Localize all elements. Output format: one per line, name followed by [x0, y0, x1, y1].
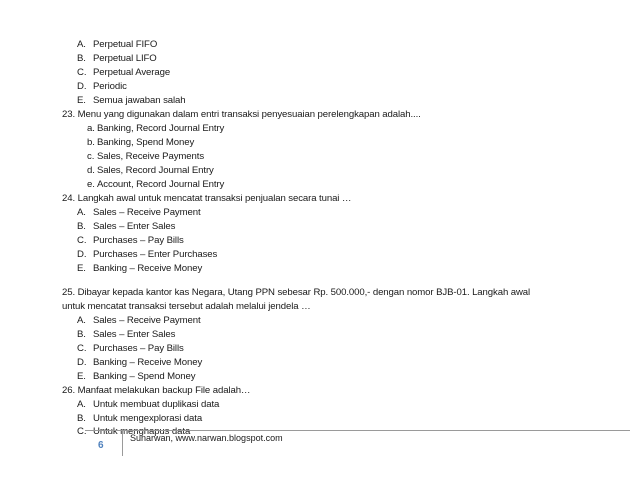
list-item [77, 249, 217, 261]
list-item [77, 315, 201, 327]
option-marker: e. [87, 179, 95, 190]
list-item [77, 53, 157, 65]
option-marker: a. [87, 123, 95, 134]
option-text: Sales – Enter Sales [93, 329, 176, 340]
option-marker: C. [77, 67, 87, 78]
option-text: Untuk mengexplorasi data [93, 413, 203, 424]
option-marker: C. [77, 235, 87, 246]
question-25-line-2: untuk mencatat transaksi tersebut adalah melalui jendela … [62, 301, 311, 312]
option-marker: B. [77, 329, 86, 340]
option-text: Sales – Receive Payment [93, 207, 201, 218]
option-text: Purchases – Pay Bills [93, 235, 184, 246]
option-text: Banking – Receive Money [93, 357, 203, 368]
option-text: Banking – Receive Money [93, 263, 203, 274]
list-item [87, 151, 204, 163]
option-text: Banking – Spend Money [93, 371, 196, 382]
option-text: Perpetual Average [93, 67, 171, 78]
list-item [87, 137, 194, 149]
option-text: Perpetual FIFO [93, 39, 158, 50]
list-item [77, 343, 184, 355]
list-item [87, 165, 214, 177]
option-marker: C. [77, 426, 87, 437]
list-item [77, 39, 157, 51]
option-text: Periodic [93, 81, 127, 92]
footer-divider [85, 430, 630, 431]
option-text: Sales – Enter Sales [93, 221, 176, 232]
option-text: Untuk menghapus data [93, 426, 191, 437]
option-marker: d. [87, 165, 95, 176]
option-marker: B. [77, 53, 86, 64]
option-marker: E. [77, 371, 86, 382]
option-marker: D. [77, 249, 87, 260]
list-item [77, 371, 195, 383]
list-item [77, 399, 219, 411]
option-text: Sales – Receive Payment [93, 315, 201, 326]
option-marker: E. [77, 263, 86, 274]
option-text: Banking, Spend Money [97, 137, 195, 148]
option-marker: D. [77, 357, 87, 368]
question-25-line-1: 25. Dibayar kepada kantor kas Negara, Utang PPN sebesar Rp. 500.000,- dengan nomor BJB-01. Langkah awal [62, 287, 531, 298]
page-number: 6 [98, 440, 104, 451]
question-23: 23. Menu yang digunakan dalam entri transaksi penyesuaian perelengkapan adalah.... [62, 109, 421, 120]
footer-text: Sunarwan, www.narwan.blogspot.com [130, 433, 283, 443]
option-marker: B. [77, 221, 86, 232]
option-text: Purchases – Pay Bills [93, 343, 184, 354]
list-item [77, 263, 202, 275]
list-item [77, 235, 184, 247]
option-marker: D. [77, 81, 87, 92]
option-text: Banking, Record Journal Entry [97, 123, 225, 134]
list-item [77, 221, 175, 233]
list-item [87, 179, 224, 191]
question-24: 24. Langkah awal untuk mencatat transaksi penjualan secara tunai … [62, 193, 352, 204]
question-26: 26. Manfaat melakukan backup File adalah… [62, 385, 251, 396]
list-item [77, 95, 186, 107]
option-text: Semua jawaban salah [93, 95, 186, 106]
list-item [77, 357, 202, 369]
option-marker: A. [77, 315, 86, 326]
option-text: Purchases – Enter Purchases [93, 249, 218, 260]
option-marker: A. [77, 207, 86, 218]
option-marker: A. [77, 39, 86, 50]
option-marker: C. [77, 343, 87, 354]
option-marker: E. [77, 95, 86, 106]
list-item [77, 207, 201, 219]
list-item [77, 81, 127, 93]
option-marker: B. [77, 413, 86, 424]
list-item [77, 413, 202, 425]
option-text: Untuk membuat duplikasi data [93, 399, 220, 410]
option-text: Sales, Record Journal Entry [97, 165, 214, 176]
list-item [87, 123, 224, 135]
option-marker: c. [87, 151, 95, 162]
footer-separator [122, 430, 123, 456]
option-text: Perpetual LIFO [93, 53, 157, 64]
option-text: Sales, Receive Payments [97, 151, 205, 162]
option-text: Account, Record Journal Entry [97, 179, 225, 190]
option-marker: b. [87, 137, 95, 148]
list-item [77, 67, 170, 79]
list-item [77, 329, 175, 341]
option-marker: A. [77, 399, 86, 410]
